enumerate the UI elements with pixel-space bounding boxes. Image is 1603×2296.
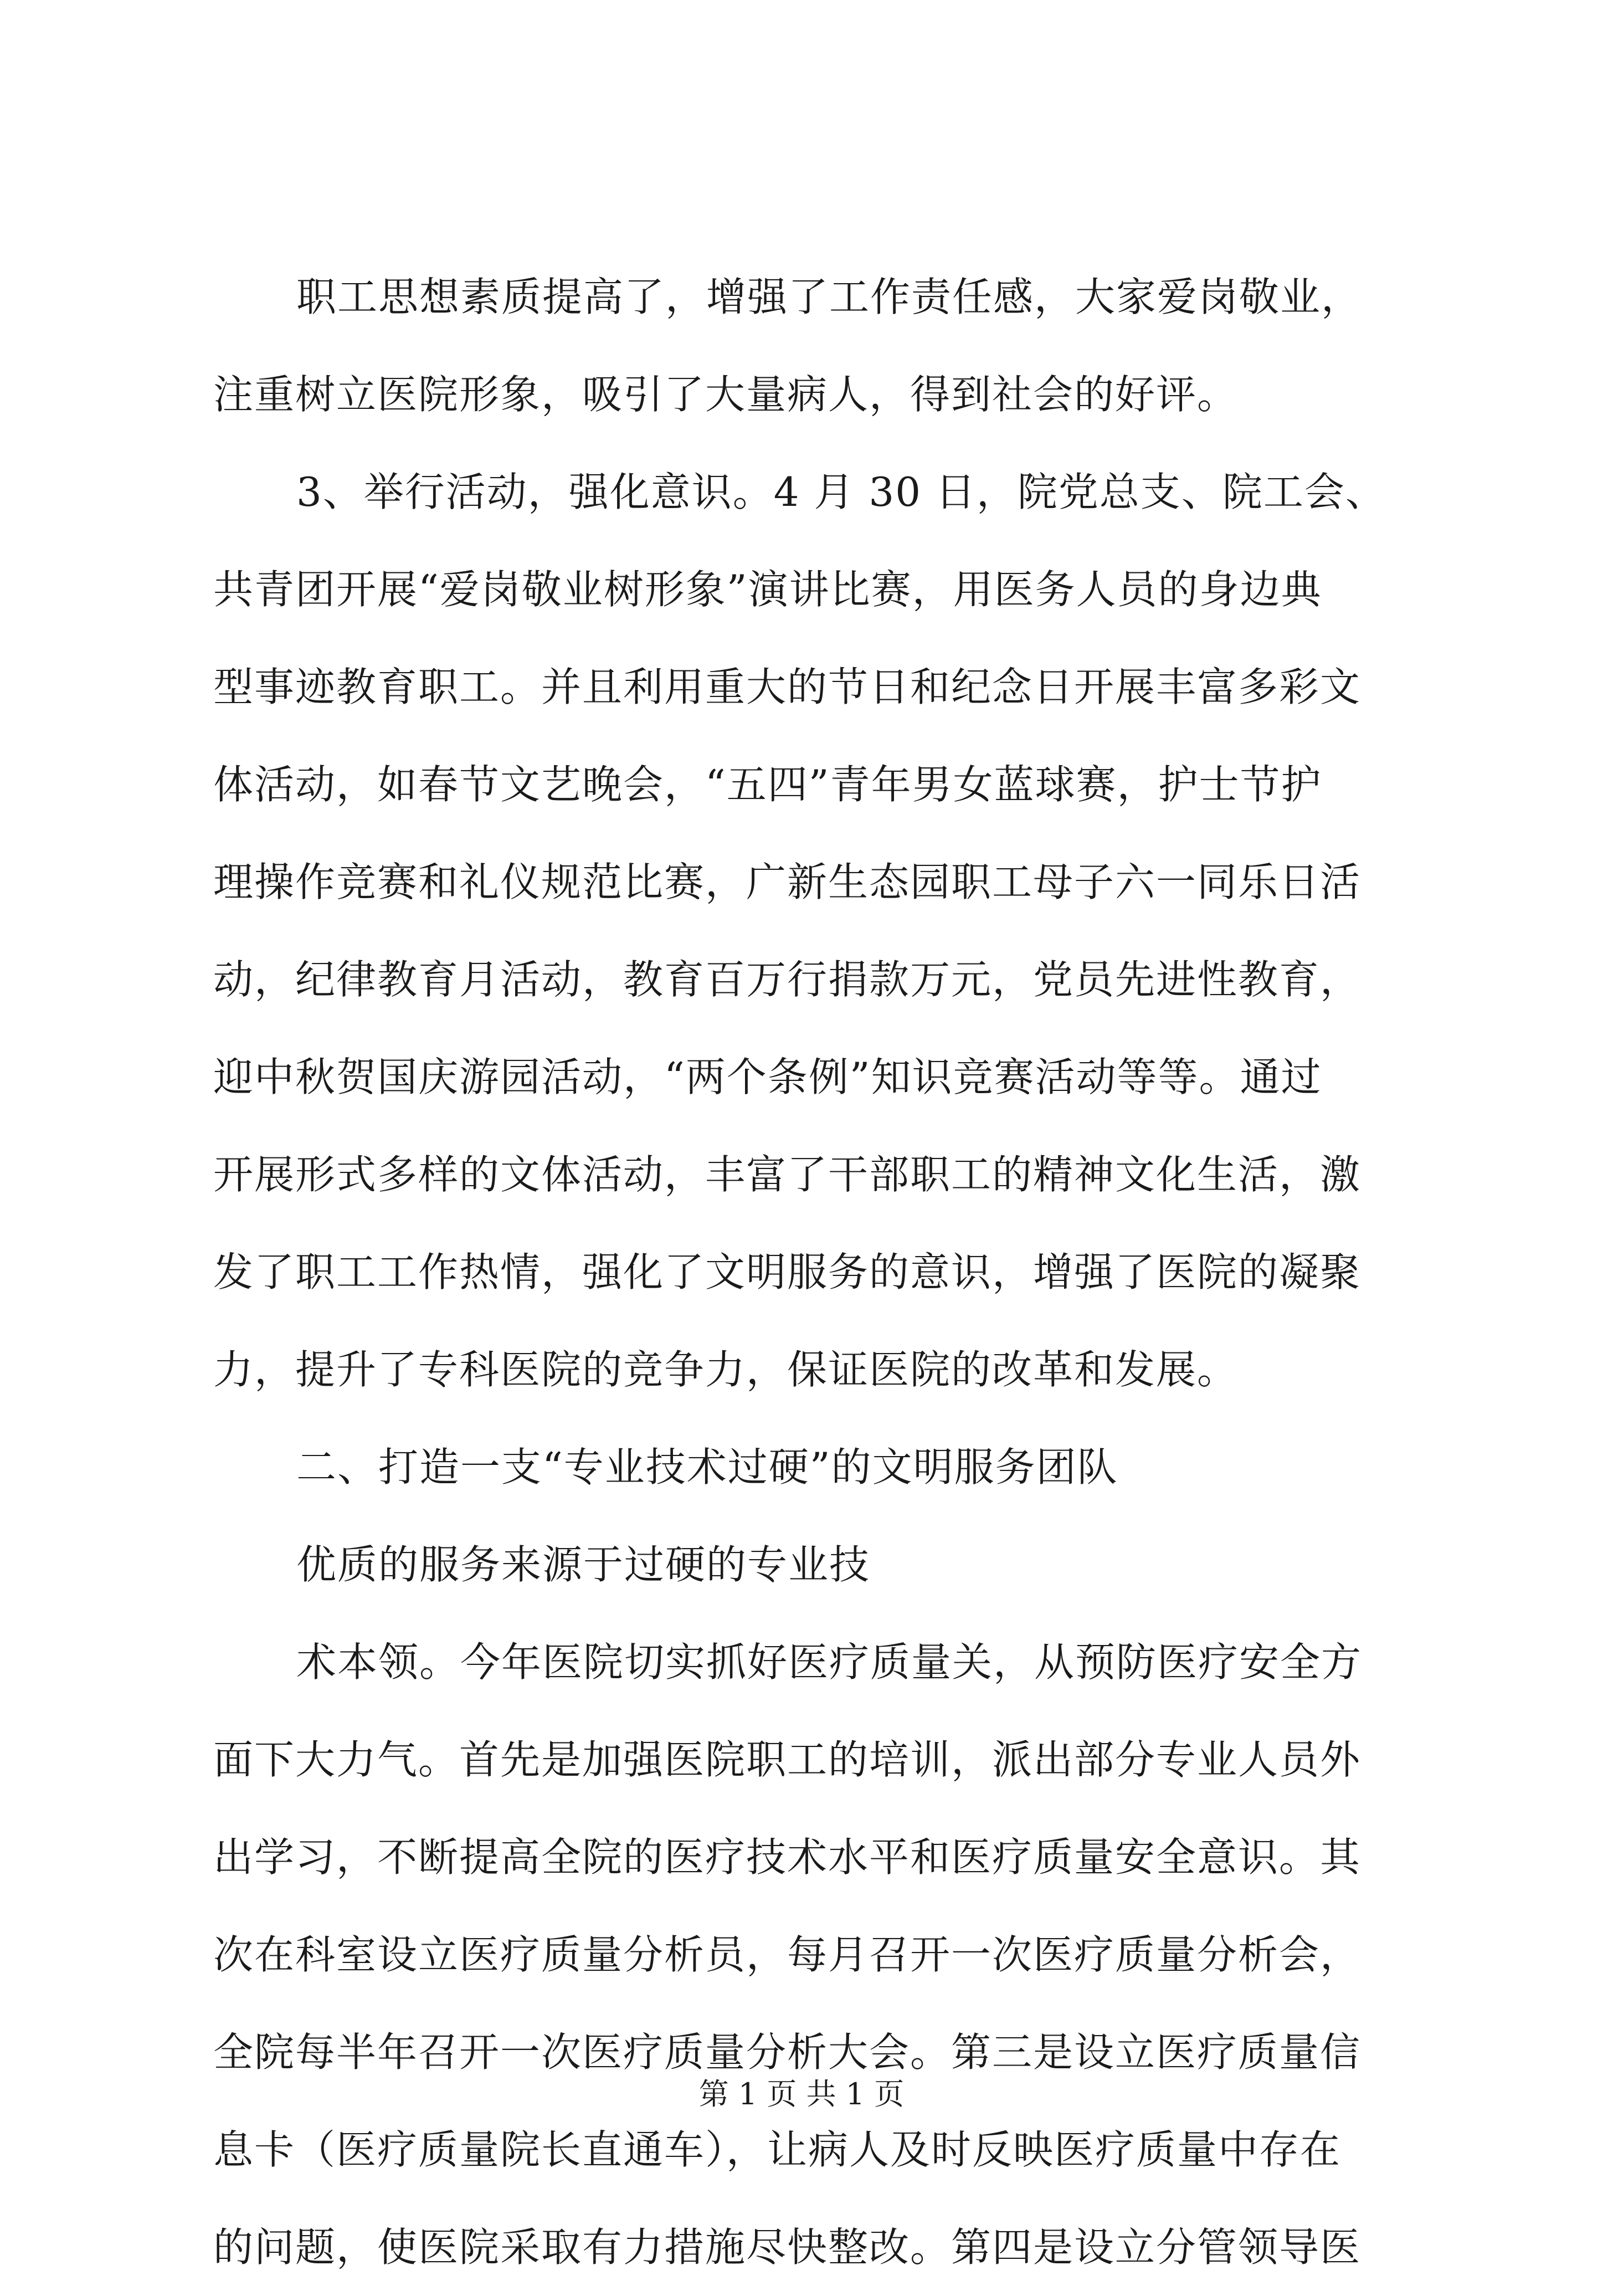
text-line: 优质的服务来源于过硬的专业技	[296, 1541, 871, 1588]
text-line: 职工思想素质提高了，增强了工作责任感，大家爱岗敬业，	[296, 274, 1363, 320]
text-line: 开展形式多样的文体活动，丰富了干部职工的精神文化生活，激	[213, 1151, 1361, 1198]
text-line: 次在科室设立医疗质量分析员，每月召开一次医疗质量分析会，	[213, 1931, 1361, 1978]
document-body	[213, 248, 1404, 2296]
text-line: 息卡（医疗质量院长直通车），让病人及时反映医疗质量中存在	[213, 2126, 1342, 2173]
text-line: 共青团开展“爱岗敬业树形象”演讲比赛，用医务人员的身边典	[213, 566, 1322, 613]
text-line: 注重树立医院形象，吸引了大量病人，得到社会的好评。	[213, 371, 1239, 418]
text-line: 型事迹教育职工。并且利用重大的节日和纪念日开展丰富多彩文	[213, 664, 1361, 710]
text-line: 3、举行活动，强化意识。4 月 30 日，院党总支、院工会、	[296, 469, 1386, 515]
text-line: 体活动，如春节文艺晚会，“五四”青年男女蓝球赛，护士节护	[213, 761, 1322, 808]
text-line: 发了职工工作热情，强化了文明服务的意识，增强了医院的凝聚	[213, 1249, 1361, 1295]
section-heading: 二、打造一支“专业技术过硬”的文明服务团队	[296, 1444, 1118, 1490]
text-line: 理操作竞赛和礼仪规范比赛，广新生态园职工母子六一同乐日活	[213, 859, 1361, 905]
page-number-footer: 第 1 页 共 1 页	[698, 2077, 905, 2112]
text-line: 迎中秋贺国庆游园活动，“两个条例”知识竞赛活动等等。通过	[213, 1054, 1322, 1100]
text-line: 动，纪律教育月活动，教育百万行捐款万元，党员先进性教育，	[213, 956, 1361, 1003]
text-line: 全院每半年召开一次医疗质量分析大会。第三是设立医疗质量信	[213, 2029, 1361, 2075]
text-line: 面下大力气。首先是加强医院职工的培训，派出部分专业人员外	[213, 1736, 1361, 1783]
text-line: 的问题，使医院采取有力措施尽快整改。第四是设立分管领导医	[213, 2224, 1361, 2271]
text-line: 力，提升了专科医院的竞争力，保证医院的改革和发展。	[213, 1346, 1239, 1393]
text-line: 术本领。今年医院切实抓好医疗质量关，从预防医疗安全方	[296, 1639, 1363, 1685]
text-line: 出学习，不断提高全院的医疗技术水平和医疗质量安全意识。其	[213, 1834, 1361, 1880]
